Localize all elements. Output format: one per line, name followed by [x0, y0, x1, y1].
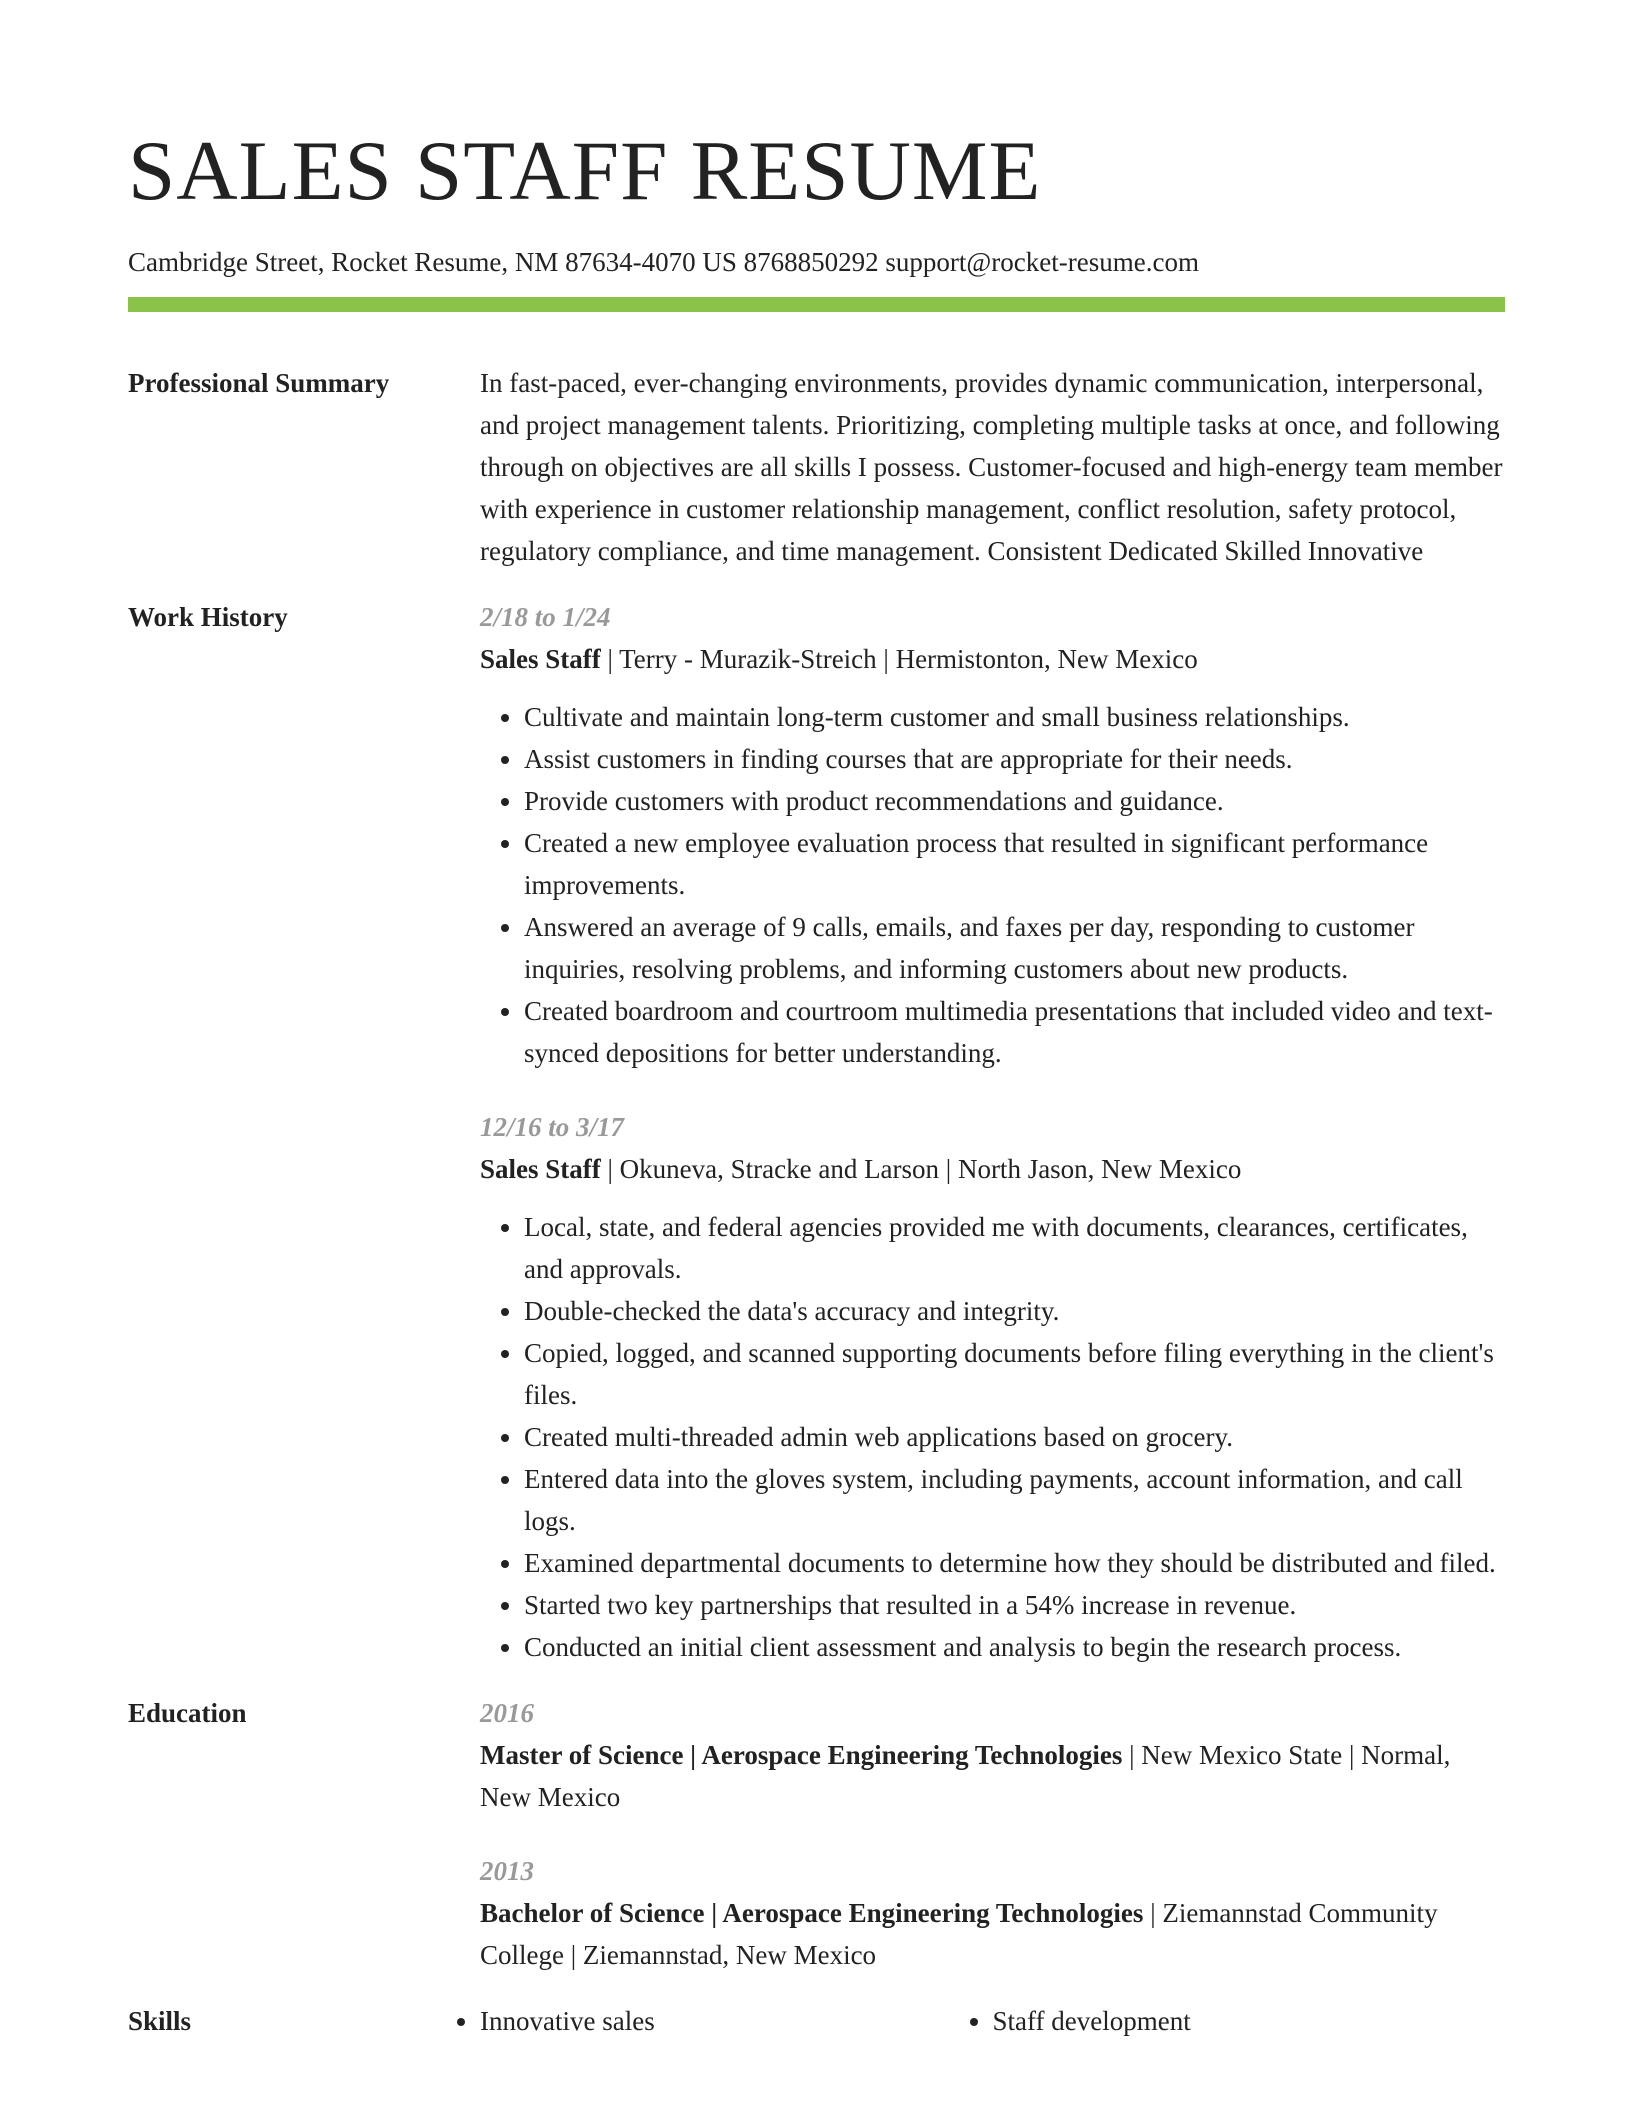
- list-item: • Provide customers with product recommendations and guidance.: [524, 780, 1505, 822]
- section-label-work: Work History: [128, 602, 288, 632]
- degree-details: | Ziemannstad Community College | Ziemannstad, New Mexico: [480, 1898, 1438, 1970]
- job-bullets: [480, 1206, 1505, 1668]
- list-item: • Assist customers in finding courses that are appropriate for their needs.: [524, 738, 1505, 780]
- list-item: • Conducted an initial client assessment and analysis to begin the research process.: [524, 1626, 1505, 1668]
- job-dates: 12/16 to 3/17: [480, 1112, 625, 1142]
- list-item: • Innovative sales: [480, 2000, 993, 2042]
- job-role-line: [480, 638, 1505, 680]
- education-section: [128, 1692, 1505, 1976]
- work-history-section: [128, 596, 1505, 1668]
- list-item: • Entered data into the gloves system, including payments, account information, and call logs.: [524, 1458, 1505, 1542]
- section-label-skills: Skills: [128, 2006, 192, 2036]
- job-title: Sales Staff: [480, 1154, 601, 1184]
- section-label-education: Education: [128, 1698, 247, 1728]
- degree-name: Master of Science | Aerospace Engineering Technologies: [480, 1740, 1123, 1770]
- education-year: 2013: [480, 1856, 534, 1886]
- summary-text: In fast-paced, ever-changing environments, provides dynamic communication, interpersonal, and project management talents. Prioritizing, completing multiple tasks at once, and following through on objectives are all skills I possess. Customer-focused and high-energy team member with experience in customer relationship management, conflict resolution, safety protocol, regulatory compliance, and time management. Consistent Dedicated Skilled Innovative: [480, 368, 1503, 566]
- skills-section: [128, 2000, 1505, 2042]
- degree-details: | New Mexico State | Normal, New Mexico: [480, 1740, 1451, 1812]
- list-item: • Examined departmental documents to determine how they should be distributed and filed.: [524, 1542, 1505, 1584]
- list-item: • Staff development: [993, 2000, 1506, 2042]
- degree-name: Bachelor of Science | Aerospace Engineering Technologies: [480, 1898, 1144, 1928]
- degree-line: [480, 1892, 1505, 1976]
- list-item: • Created boardroom and courtroom multimedia presentations that included video and text-synced depositions for better understanding.: [524, 990, 1505, 1074]
- section-label-summary: Professional Summary: [128, 368, 390, 398]
- list-item: • Local, state, and federal agencies provided me with documents, clearances, certificates, and approvals.: [524, 1206, 1505, 1290]
- header-divider: [128, 297, 1505, 312]
- contact-line: Cambridge Street, Rocket Resume, NM 87634-4070 US 8768850292 support@rocket-resume.com: [128, 247, 1199, 277]
- list-item: • Double-checked the data's accuracy and integrity.: [524, 1290, 1505, 1332]
- job-details: | Okuneva, Stracke and Larson | North Jason, New Mexico: [600, 1154, 1242, 1184]
- list-item: • Copied, logged, and scanned supporting documents before filing everything in the client's files.: [524, 1332, 1505, 1416]
- list-item: • Answered an average of 9 calls, emails, and faxes per day, responding to customer inquiries, resolving problems, and informing customers about new products.: [524, 906, 1505, 990]
- job-details: | Terry - Murazik-Streich | Hermistonton, New Mexico: [600, 644, 1198, 674]
- job-entry: [480, 1106, 1505, 1668]
- education-entry: [480, 1692, 1505, 1818]
- job-role-line: [480, 1148, 1505, 1190]
- list-item: • Created multi-threaded admin web applications based on grocery.: [524, 1416, 1505, 1458]
- list-item: • Cultivate and maintain long-term customer and small business relationships.: [524, 696, 1505, 738]
- education-entry: [480, 1850, 1505, 1976]
- professional-summary-section: [128, 362, 1505, 572]
- job-bullets: [480, 696, 1505, 1074]
- job-title: Sales Staff: [480, 644, 601, 674]
- skills-list: [480, 2000, 1505, 2042]
- job-dates: 2/18 to 1/24: [480, 602, 611, 632]
- list-item: • Started two key partnerships that resulted in a 54% increase in revenue.: [524, 1584, 1505, 1626]
- degree-line: [480, 1734, 1505, 1818]
- education-year: 2016: [480, 1698, 534, 1728]
- resume-title: SALES STAFF RESUME: [128, 124, 1042, 218]
- list-item: • Created a new employee evaluation process that resulted in significant performance improvements.: [524, 822, 1505, 906]
- resume-page: [128, 0, 1505, 2042]
- job-entry: [480, 596, 1505, 1074]
